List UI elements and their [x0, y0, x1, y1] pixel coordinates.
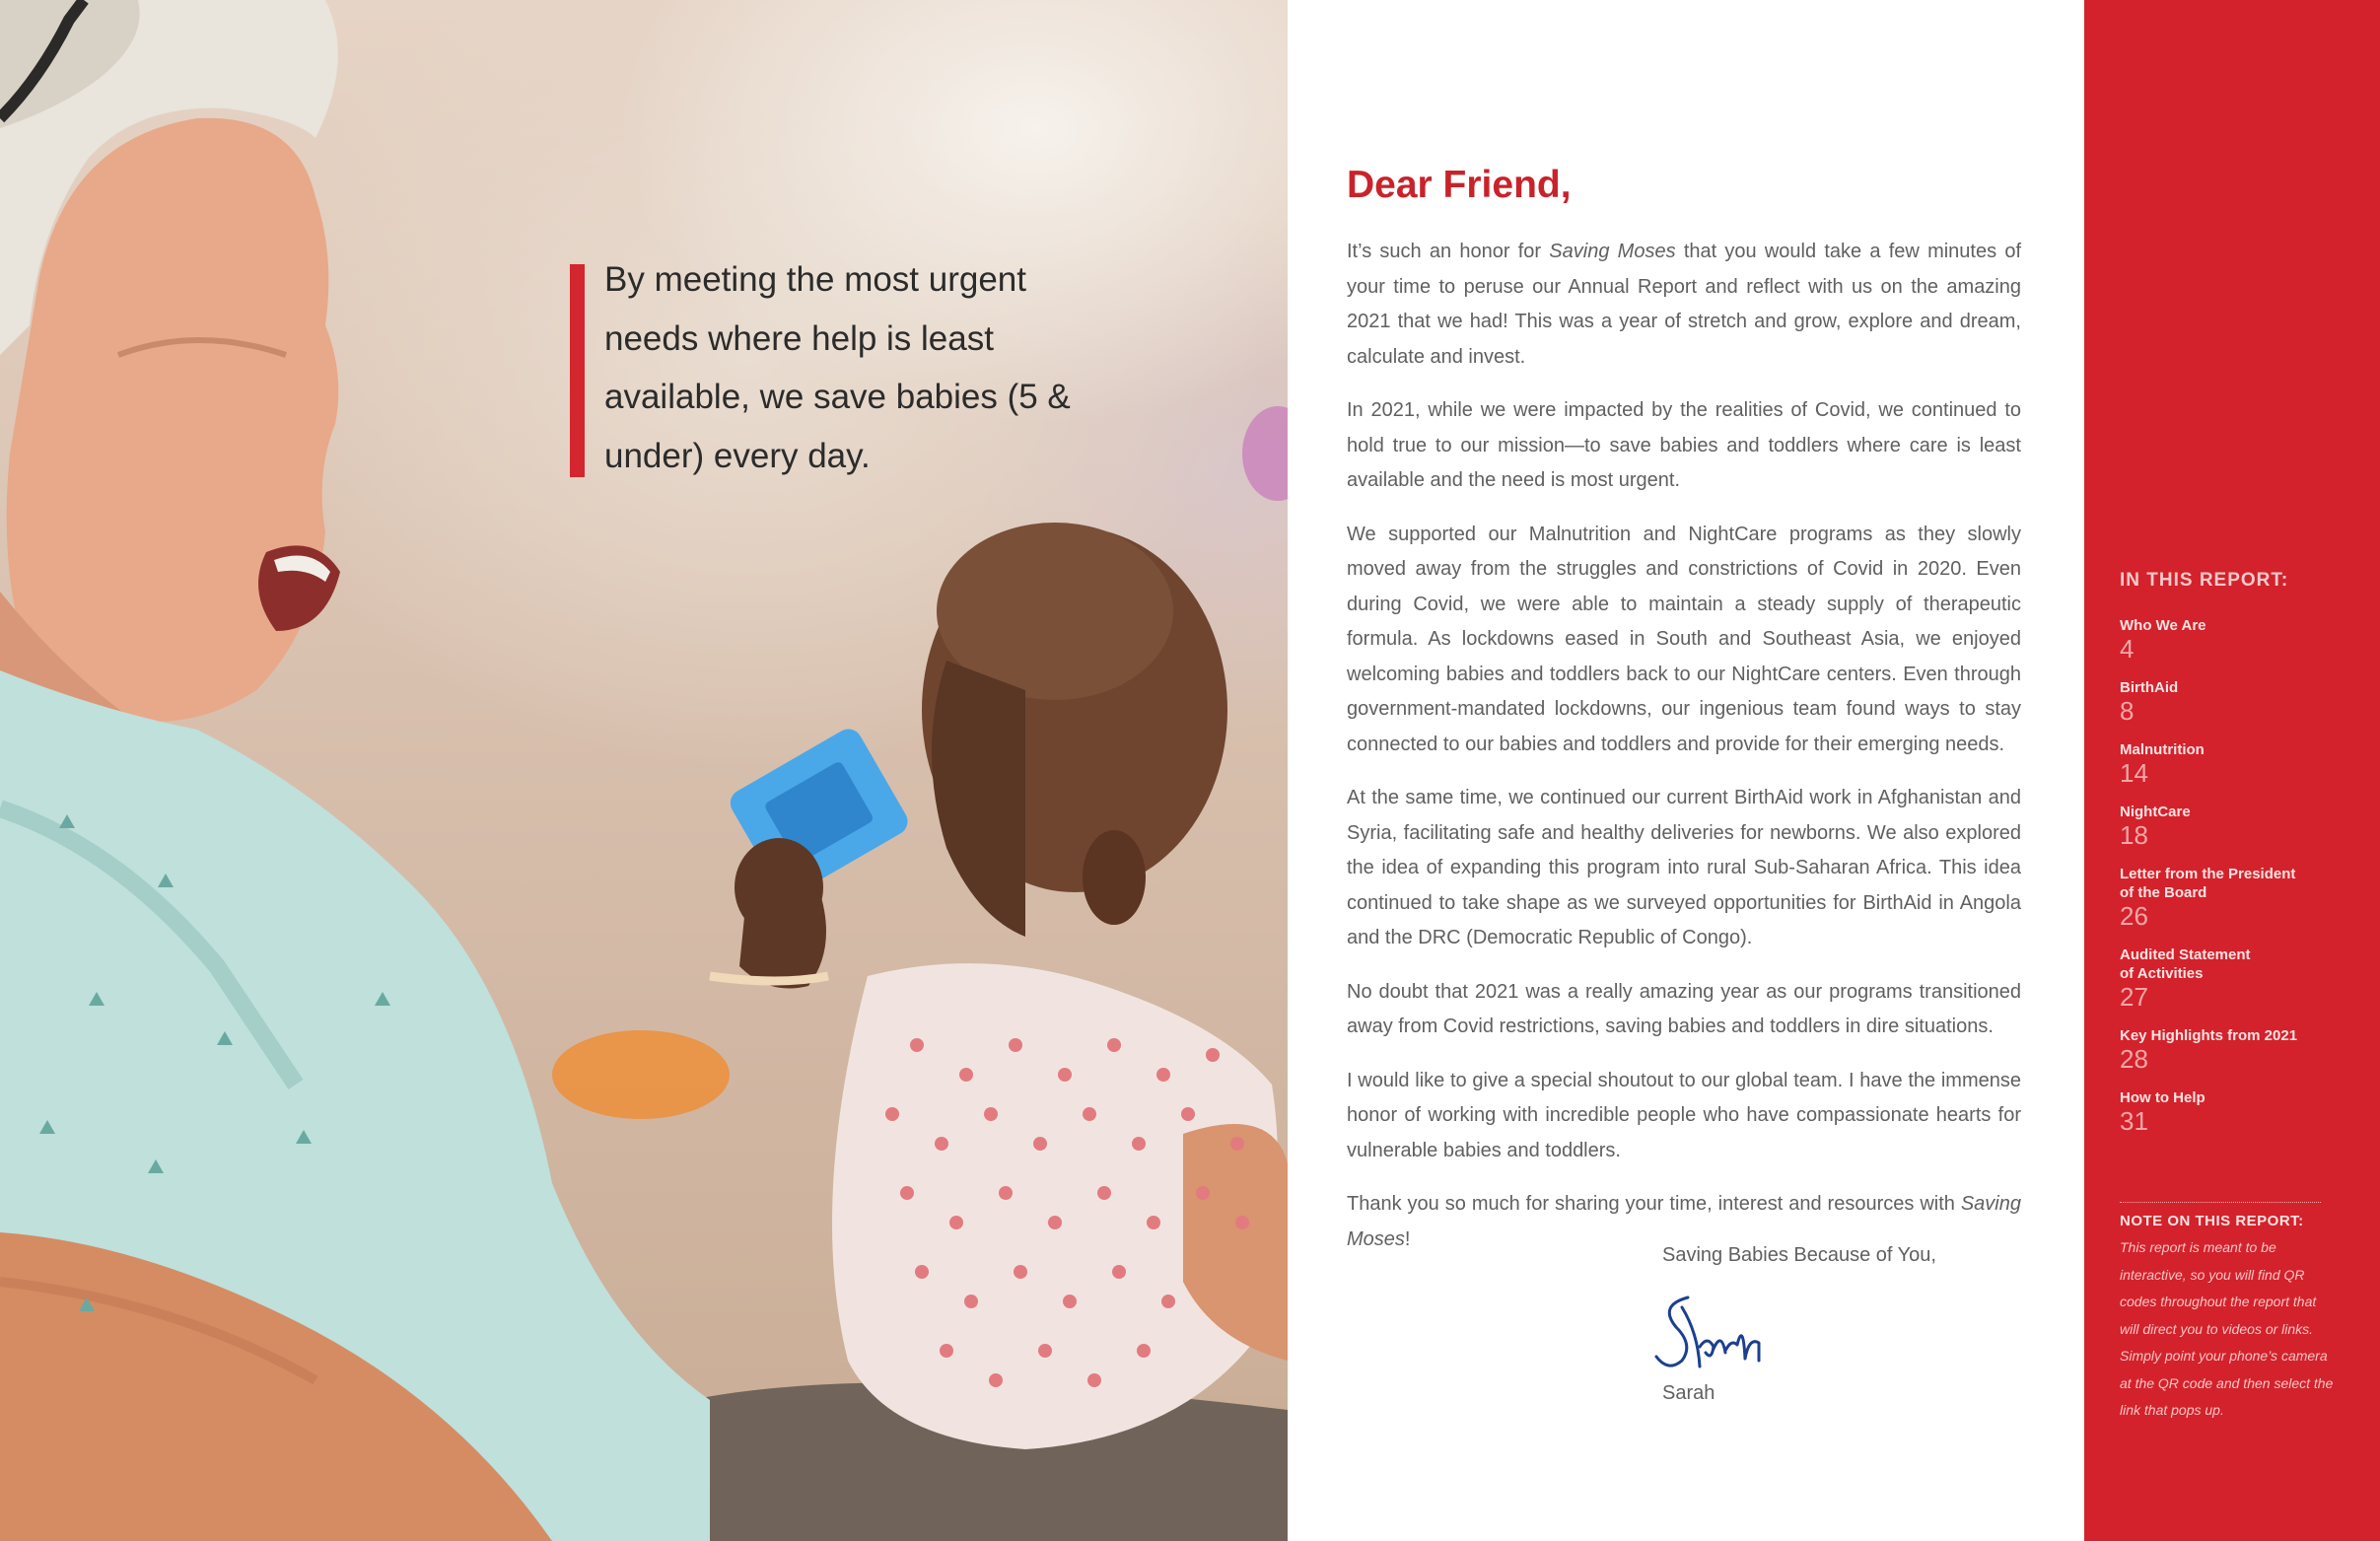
- p7-text-a: Thank you so much for sharing your time, interest and resources with: [1347, 1193, 1961, 1215]
- note-text: This report is meant to be interactive, so you will find QR codes throughout the report that will direct you to videos or links. Simply point your phone’s camera at the QR code and then select the link that pops up.: [2120, 1239, 2334, 1418]
- pull-quote: [570, 260, 1083, 477]
- toc-item-nightcare[interactable]: [2120, 803, 2346, 849]
- p1-text-a: It’s such an honor for: [1347, 241, 1550, 262]
- letter-closing: Saving Babies Because of You,: [1662, 1244, 1936, 1266]
- toc-item-key-highlights[interactable]: [2120, 1026, 2346, 1073]
- toc-item-title: Key Highlights from 2021: [2120, 1027, 2298, 1044]
- toc-item-page: 8: [2120, 696, 2135, 726]
- toc-item-page: 27: [2120, 982, 2148, 1012]
- quote-accent-bar: [570, 264, 585, 477]
- toc-item-page: 28: [2120, 1044, 2148, 1074]
- handwritten-signature: [1648, 1288, 1786, 1376]
- letter-paragraph-4: At the same time, we continued our current BirthAid work in Afghanistan and Syria, facilitating safe and healthy deliveries for newborns. We also explored the idea of expanding this program into rural Sub-Saharan Africa. This idea continued to take shape as we surveyed opportunities for BirthAid in Angola and the DRC (Democratic Republic of Congo).: [1347, 787, 2021, 948]
- toc-item-page: 4: [2120, 634, 2135, 664]
- signature-mark: [1648, 1288, 1786, 1381]
- toc-item-title: BirthAid: [2120, 679, 2179, 696]
- toc-item-how-to-help[interactable]: [2120, 1088, 2346, 1135]
- toc-item-page: 18: [2120, 820, 2148, 850]
- signer-name: Sarah: [1662, 1382, 1715, 1404]
- toc-item-title: Malnutrition: [2120, 741, 2205, 758]
- p1-text-b: that you would take a few minutes of your time to peruse our Annual Report and reflect with us on the amazing 2021 that we had! This was a year of stretch and grow, explore and dream, calculate and invest.: [1347, 241, 2021, 368]
- letter-paragraph-2: In 2021, while we were impacted by the realities of Covid, we continued to hold true to our mission—to save babies and toddlers where care is least available and the need is most urgent.: [1347, 399, 2021, 491]
- toc-item-page: 26: [2120, 901, 2148, 931]
- toc-item-title: Letter from the President of the Board: [2120, 866, 2296, 901]
- toc-item-title: Who We Are: [2120, 617, 2206, 634]
- toc-item-birthaid[interactable]: [2120, 678, 2346, 725]
- note-divider: [2120, 1202, 2321, 1203]
- note-heading: NOTE ON THIS REPORT:: [2120, 1213, 2304, 1229]
- letter-paragraph-1: [1347, 235, 2021, 375]
- letter-paragraph-5: No doubt that 2021 was a really amazing year as our programs transitioned away from Covid restrictions, saving babies and toddlers in dire situations.: [1347, 980, 2021, 1037]
- letter-paragraph-3: We supported our Malnutrition and NightCare programs as they slowly moved away from the struggles and constrictions of Covid in 2020. Even during Covid, we were able to maintain a steady supply of therapeutic formula. As lockdowns eased in South and Southeast Asia, we enjoyed welcoming babies and toddlers back to our NightCare centers. Even through government-mandated lockdowns, our ingenious team found ways to stay connected to our babies and toddlers and provide for their emerging needs.: [1347, 523, 2021, 755]
- table-of-contents: [2120, 616, 2346, 1151]
- p7-text-b: !: [1404, 1227, 1411, 1250]
- toc-item-president-letter[interactable]: [2120, 865, 2346, 930]
- toc-heading: IN THIS REPORT:: [2120, 570, 2289, 591]
- report-sidebar: [2084, 0, 2380, 1541]
- letter-paragraph-6: I would like to give a special shoutout to our global team. I have the immense honor of working with incredible people who have compassionate hearts for vulnerable babies and toddlers.: [1347, 1069, 2021, 1161]
- p7-org-name: Saving Moses: [1347, 1193, 2021, 1250]
- toc-item-page: 31: [2120, 1106, 2148, 1136]
- letter-greeting: Dear Friend,: [1347, 164, 1572, 206]
- toc-item-title: NightCare: [2120, 804, 2191, 820]
- toc-item-title: How to Help: [2120, 1089, 2205, 1106]
- toc-item-title: Audited Statement of Activities: [2120, 946, 2251, 982]
- quote-text: By meeting the most urgent needs where help is least available, we save babies (5 & under) every day.: [604, 260, 1071, 475]
- toc-item-page: 14: [2120, 758, 2148, 788]
- toc-item-audited-statement[interactable]: [2120, 946, 2346, 1011]
- p1-org-name: Saving Moses: [1549, 241, 1676, 262]
- toc-item-malnutrition[interactable]: [2120, 740, 2346, 787]
- toc-item-who-we-are[interactable]: [2120, 616, 2346, 663]
- letter-body: [1347, 158, 2021, 1276]
